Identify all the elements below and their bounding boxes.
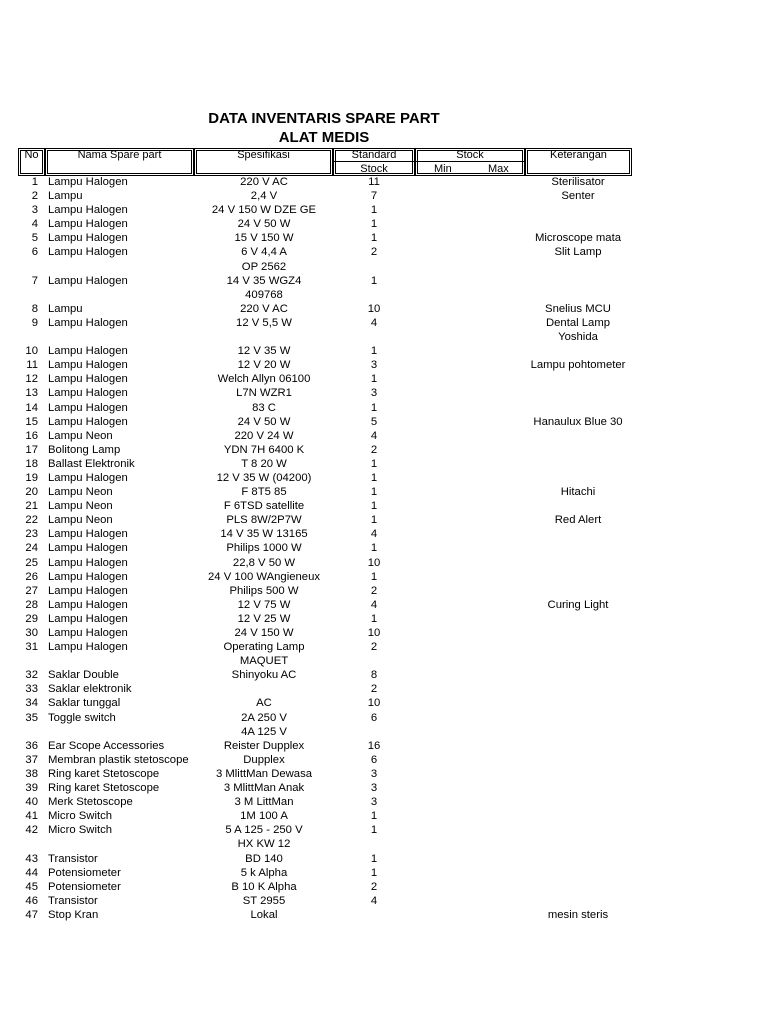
row-standard-stock: 4 [370,429,378,442]
row-spec: 5 k Alpha [240,866,288,879]
row-spec: F 8T5 85 [241,486,287,499]
table-row [0,881,768,895]
table-row [0,218,768,232]
row-spec: YDN 7H 6400 K [223,443,305,456]
header-standard [333,148,415,176]
row-standard-stock: 2 [370,641,378,654]
table-row [0,571,768,585]
row-no: 6 [31,246,38,259]
row-no: 25 [25,556,38,569]
row-name: Ear Scope Accessories [48,739,165,752]
row-name: Bolitong Lamp [48,443,121,456]
row-spec: 12 V 35 W (04200) [216,471,312,484]
row-name: Lampu Halogen [48,598,128,611]
row-no: 5 [31,232,38,245]
row-name: Lampu Halogen [48,204,128,217]
row-spec: 14 V 35 W 13165 [220,528,308,541]
header-spec: Spesifikasi [194,148,333,176]
header-stock [415,148,525,176]
table-header [18,148,632,176]
table-row [0,867,768,881]
row-name: Stop Kran [48,908,99,921]
row-spec: 15 V 150 W [234,232,294,245]
row-no: 12 [25,373,38,386]
row-spec: 220 V AC [240,302,288,315]
row-no: 39 [25,782,38,795]
row-spec: Philips 500 W [229,584,299,597]
row-spec: 1M 100 A [240,810,288,823]
row-standard-stock: 1 [370,612,378,625]
table-row [0,402,768,416]
row-name: Lampu Neon [48,429,113,442]
row-standard-stock: 1 [370,457,378,470]
row-name: Lampu Halogen [48,345,128,358]
row-no: 43 [25,852,38,865]
row-spec: 220 V 24 W [234,429,294,442]
row-keterangan: Slit Lamp [554,246,602,259]
row-name: Lampu Halogen [48,641,128,654]
row-name: Lampu Halogen [48,387,128,400]
row-name: Ring karet Stetoscope [48,767,160,780]
row-name: Lampu Halogen [48,359,128,372]
row-no: 11 [26,359,38,372]
table-row [0,782,768,796]
header-name: Nama Spare part [45,148,194,176]
table-row [0,261,768,275]
document-subtitle: ALAT MEDIS [278,129,370,146]
table-row [0,726,768,740]
row-keterangan: Yoshida [558,331,598,344]
row-standard-stock: 1 [370,486,378,499]
row-spec: T 8 20 W [241,457,287,470]
row-spec: 3 M LittMan [234,796,294,809]
row-standard-stock: 10 [367,556,381,569]
row-standard-stock: 1 [370,373,378,386]
table-row [0,317,768,331]
row-no: 31 [25,641,38,654]
row-spec: 6 V 4,4 A [241,246,287,259]
row-standard-stock: 1 [370,204,378,217]
row-keterangan: mesin steris [547,908,609,921]
row-name: Lampu [48,302,83,315]
row-no: 14 [25,401,38,414]
table-row [0,472,768,486]
row-standard-stock: 6 [370,711,378,724]
row-name: Lampu Halogen [48,556,128,569]
header-standard-stock: Stock [360,163,388,175]
row-name: Merk Stetoscope [48,796,133,809]
row-standard-stock: 4 [370,894,378,907]
header-stock-label: Stock [456,149,484,161]
table-row [0,275,768,289]
row-spec: 12 V 25 W [237,612,291,625]
row-standard-stock: 10 [367,302,381,315]
header-min: Min [434,163,452,175]
row-standard-stock: 1 [370,824,378,837]
row-name: Lampu Halogen [48,274,128,287]
table-row [0,430,768,444]
row-no: 23 [25,528,38,541]
header-no: No [18,148,45,176]
row-standard-stock: 8 [370,669,378,682]
row-name: Saklar Double [48,669,119,682]
row-standard-stock: 4 [370,316,378,329]
row-spec: BD 140 [245,852,283,865]
row-standard-stock: 3 [370,387,378,400]
table-row [0,853,768,867]
row-spec: B 10 K Alpha [231,880,297,893]
row-name: Saklar tunggal [48,697,121,710]
table-row [0,909,768,923]
table-row [0,528,768,542]
table-row [0,613,768,627]
row-spec: 24 V 150 W [234,627,294,639]
table-row [0,176,768,190]
row-standard-stock: 7 [370,190,378,203]
row-no: 3 [31,204,38,217]
row-no: 18 [25,457,38,470]
row-standard-stock: 2 [370,246,378,259]
row-spec: 2A 250 V [241,711,287,724]
row-standard-stock: 1 [370,345,378,358]
row-spec: Lokal [250,908,278,921]
table-row [0,204,768,218]
row-spec: HX KW 12 [237,838,291,851]
row-standard-stock: 1 [370,401,378,414]
table-row [0,444,768,458]
row-name: Lampu Halogen [48,471,128,484]
row-no: 28 [25,598,38,611]
row-standard-stock: 16 [367,739,381,752]
row-name: Ring karet Stetoscope [48,782,160,795]
row-standard-stock: 1 [370,471,378,484]
row-no: 15 [25,415,38,428]
table-row [0,331,768,345]
table-row [0,458,768,472]
table-row [0,246,768,260]
table-row [0,387,768,401]
row-spec: 83 C [252,401,276,414]
row-no: 33 [25,683,38,696]
row-spec: 12 V 75 W [237,598,291,611]
row-name: Toggle switch [48,711,116,724]
row-name: Lampu Halogen [48,415,128,428]
row-no: 29 [25,612,38,625]
row-no: 2 [31,190,38,203]
row-spec: 2,4 V [250,190,278,203]
table-row [0,838,768,852]
row-spec: Welch Allyn 06100 [217,373,311,386]
row-keterangan: Red Alert [554,514,602,527]
row-standard-stock: 1 [370,514,378,527]
table-row [0,655,768,669]
table-row [0,486,768,500]
row-keterangan: Dental Lamp [545,316,611,329]
document-title: DATA INVENTARIS SPARE PART [208,110,440,127]
row-standard-stock: 2 [370,584,378,597]
row-name: Lampu Halogen [48,627,128,639]
row-spec: OP 2562 [241,260,287,273]
header-standard-divider [333,161,415,162]
row-spec: Operating Lamp [223,641,305,654]
row-no: 26 [25,570,38,583]
row-name: Potensiometer [48,866,121,879]
row-spec: 12 V 20 W [237,359,291,372]
table-row [0,796,768,810]
row-name: Lampu Neon [48,514,113,527]
row-spec: 14 V 35 WGZ4 [226,274,302,287]
table-row [0,345,768,359]
row-spec: MAQUET [239,655,289,668]
row-standard-stock: 1 [370,542,378,555]
row-keterangan: Curing Light [547,598,609,611]
header-standard-label: Standard [351,149,397,161]
table-row [0,514,768,528]
row-no: 35 [25,711,38,724]
row-spec: 4A 125 V [241,725,287,738]
row-keterangan: Hanaulux Blue 30 [533,415,623,428]
row-spec: Dupplex [243,753,285,766]
table-row [0,599,768,613]
row-no: 27 [25,584,38,597]
row-no: 13 [25,387,38,400]
row-no: 20 [25,486,38,499]
row-no: 34 [25,697,38,710]
row-spec: L7N WZR1 [236,387,292,400]
row-no: 7 [31,274,38,287]
row-name: Transistor [48,894,98,907]
row-spec: 3 MlittMan Dewasa [215,767,313,780]
table-row [0,895,768,909]
row-spec: 24 V 150 W DZE GE [211,204,317,217]
row-no: 19 [25,471,38,484]
row-spec: 12 V 5,5 W [236,316,292,329]
table-row [0,824,768,838]
row-standard-stock: 11 [368,176,380,188]
row-no: 42 [25,824,38,837]
row-spec: Shinyoku AC [231,669,297,682]
row-no: 10 [25,345,38,358]
row-name: Lampu Halogen [48,528,128,541]
table-row [0,303,768,317]
row-name: Lampu Halogen [48,218,128,231]
row-spec: 24 V 100 WAngieneux [208,570,320,583]
row-no: 30 [25,627,38,639]
header-stock-divider [415,161,525,162]
row-standard-stock: 2 [370,443,378,456]
table-row [0,810,768,824]
row-standard-stock: 3 [370,782,378,795]
row-spec: Philips 1000 W [226,542,302,555]
row-name: Membran plastik stetoscope [48,753,189,766]
row-no: 44 [25,866,38,879]
row-no: 38 [25,767,38,780]
row-name: Lampu Halogen [48,246,128,259]
header-keterangan: Keterangan [525,148,632,176]
row-standard-stock: 3 [370,796,378,809]
row-spec: AC [256,697,272,710]
row-no: 40 [25,796,38,809]
table-row [0,416,768,430]
row-standard-stock: 2 [370,683,378,696]
table-row [0,500,768,514]
row-keterangan: Lampu pohtometer [530,359,626,372]
row-name: Micro Switch [48,824,113,837]
row-standard-stock: 4 [370,528,378,541]
row-standard-stock: 6 [370,753,378,766]
row-name: Lampu Halogen [48,401,128,414]
row-name: Lampu Halogen [48,176,128,188]
row-name: Lampu Halogen [48,584,128,597]
row-name: Lampu Halogen [48,570,128,583]
row-name: Lampu Halogen [48,316,128,329]
row-spec: ST 2955 [242,894,286,907]
row-standard-stock: 1 [370,274,378,287]
table-row [0,683,768,697]
row-standard-stock: 4 [370,598,378,611]
row-standard-stock: 2 [370,880,378,893]
row-spec: 24 V 50 W [237,218,291,231]
table-row [0,190,768,204]
row-no: 17 [25,443,38,456]
row-spec: 24 V 50 W [237,415,291,428]
table-row [0,557,768,571]
row-standard-stock: 10 [367,627,381,639]
header-max: Max [488,163,509,175]
row-name: Potensiometer [48,880,121,893]
table-row [0,585,768,599]
table-row [0,359,768,373]
row-no: 9 [31,316,38,329]
row-spec: 5 A 125 - 250 V [225,824,303,837]
row-standard-stock: 5 [370,415,378,428]
row-no: 32 [25,669,38,682]
row-standard-stock: 1 [370,810,378,823]
row-standard-stock: 3 [370,767,378,780]
table-row [0,754,768,768]
row-no: 16 [25,429,38,442]
table-row [0,627,768,641]
table-row [0,712,768,726]
table-row [0,641,768,655]
table-row [0,289,768,303]
row-no: 36 [25,739,38,752]
row-keterangan: Snelius MCU [545,302,611,315]
row-spec: 22,8 V 50 W [232,556,296,569]
table-row [0,373,768,387]
row-name: Lampu Halogen [48,612,128,625]
row-no: 21 [25,500,38,513]
row-no: 4 [31,218,38,231]
row-no: 8 [31,302,38,315]
row-no: 41 [25,810,38,823]
row-standard-stock: 1 [370,570,378,583]
inventory-table-body [0,176,768,923]
row-no: 24 [25,542,38,555]
row-standard-stock: 10 [367,697,381,710]
row-no: 22 [25,514,38,527]
row-no: 46 [25,894,38,907]
row-name: Lampu Neon [48,500,113,513]
row-standard-stock: 1 [370,218,378,231]
row-no: 37 [25,753,38,766]
row-keterangan: Senter [561,190,595,203]
row-name: Lampu Halogen [48,232,128,245]
row-name: Lampu Halogen [48,373,128,386]
row-keterangan: Hitachi [560,486,596,499]
row-name: Saklar elektronik [48,683,132,696]
row-no: 47 [25,908,38,921]
table-row [0,697,768,711]
row-spec: F 6TSD satellite [223,500,305,513]
row-standard-stock: 1 [370,852,378,865]
row-spec: 3 MlittMan Anak [223,782,305,795]
table-row [0,740,768,754]
row-keterangan: Sterilisator [551,176,605,188]
table-row [0,542,768,556]
row-spec: Reister Dupplex [223,739,305,752]
row-spec: 409768 [245,288,283,301]
row-no: 1 [31,176,38,188]
table-row [0,232,768,246]
row-keterangan: Microscope mata [534,232,621,245]
table-row [0,768,768,782]
row-spec: PLS 8W/2P7W [226,514,302,527]
row-name: Lampu Halogen [48,542,128,555]
row-standard-stock: 1 [370,866,378,879]
row-spec: 12 V 35 W [237,345,291,358]
row-name: Lampu Neon [48,486,113,499]
row-name: Ballast Elektronik [48,457,135,470]
row-standard-stock: 1 [370,232,378,245]
row-no: 45 [25,880,38,893]
row-standard-stock: 1 [370,500,378,513]
row-spec: 220 V AC [240,176,288,188]
table-row [0,669,768,683]
row-name: Lampu [48,190,83,203]
row-name: Transistor [48,852,98,865]
row-standard-stock: 3 [370,359,378,372]
row-name: Micro Switch [48,810,113,823]
